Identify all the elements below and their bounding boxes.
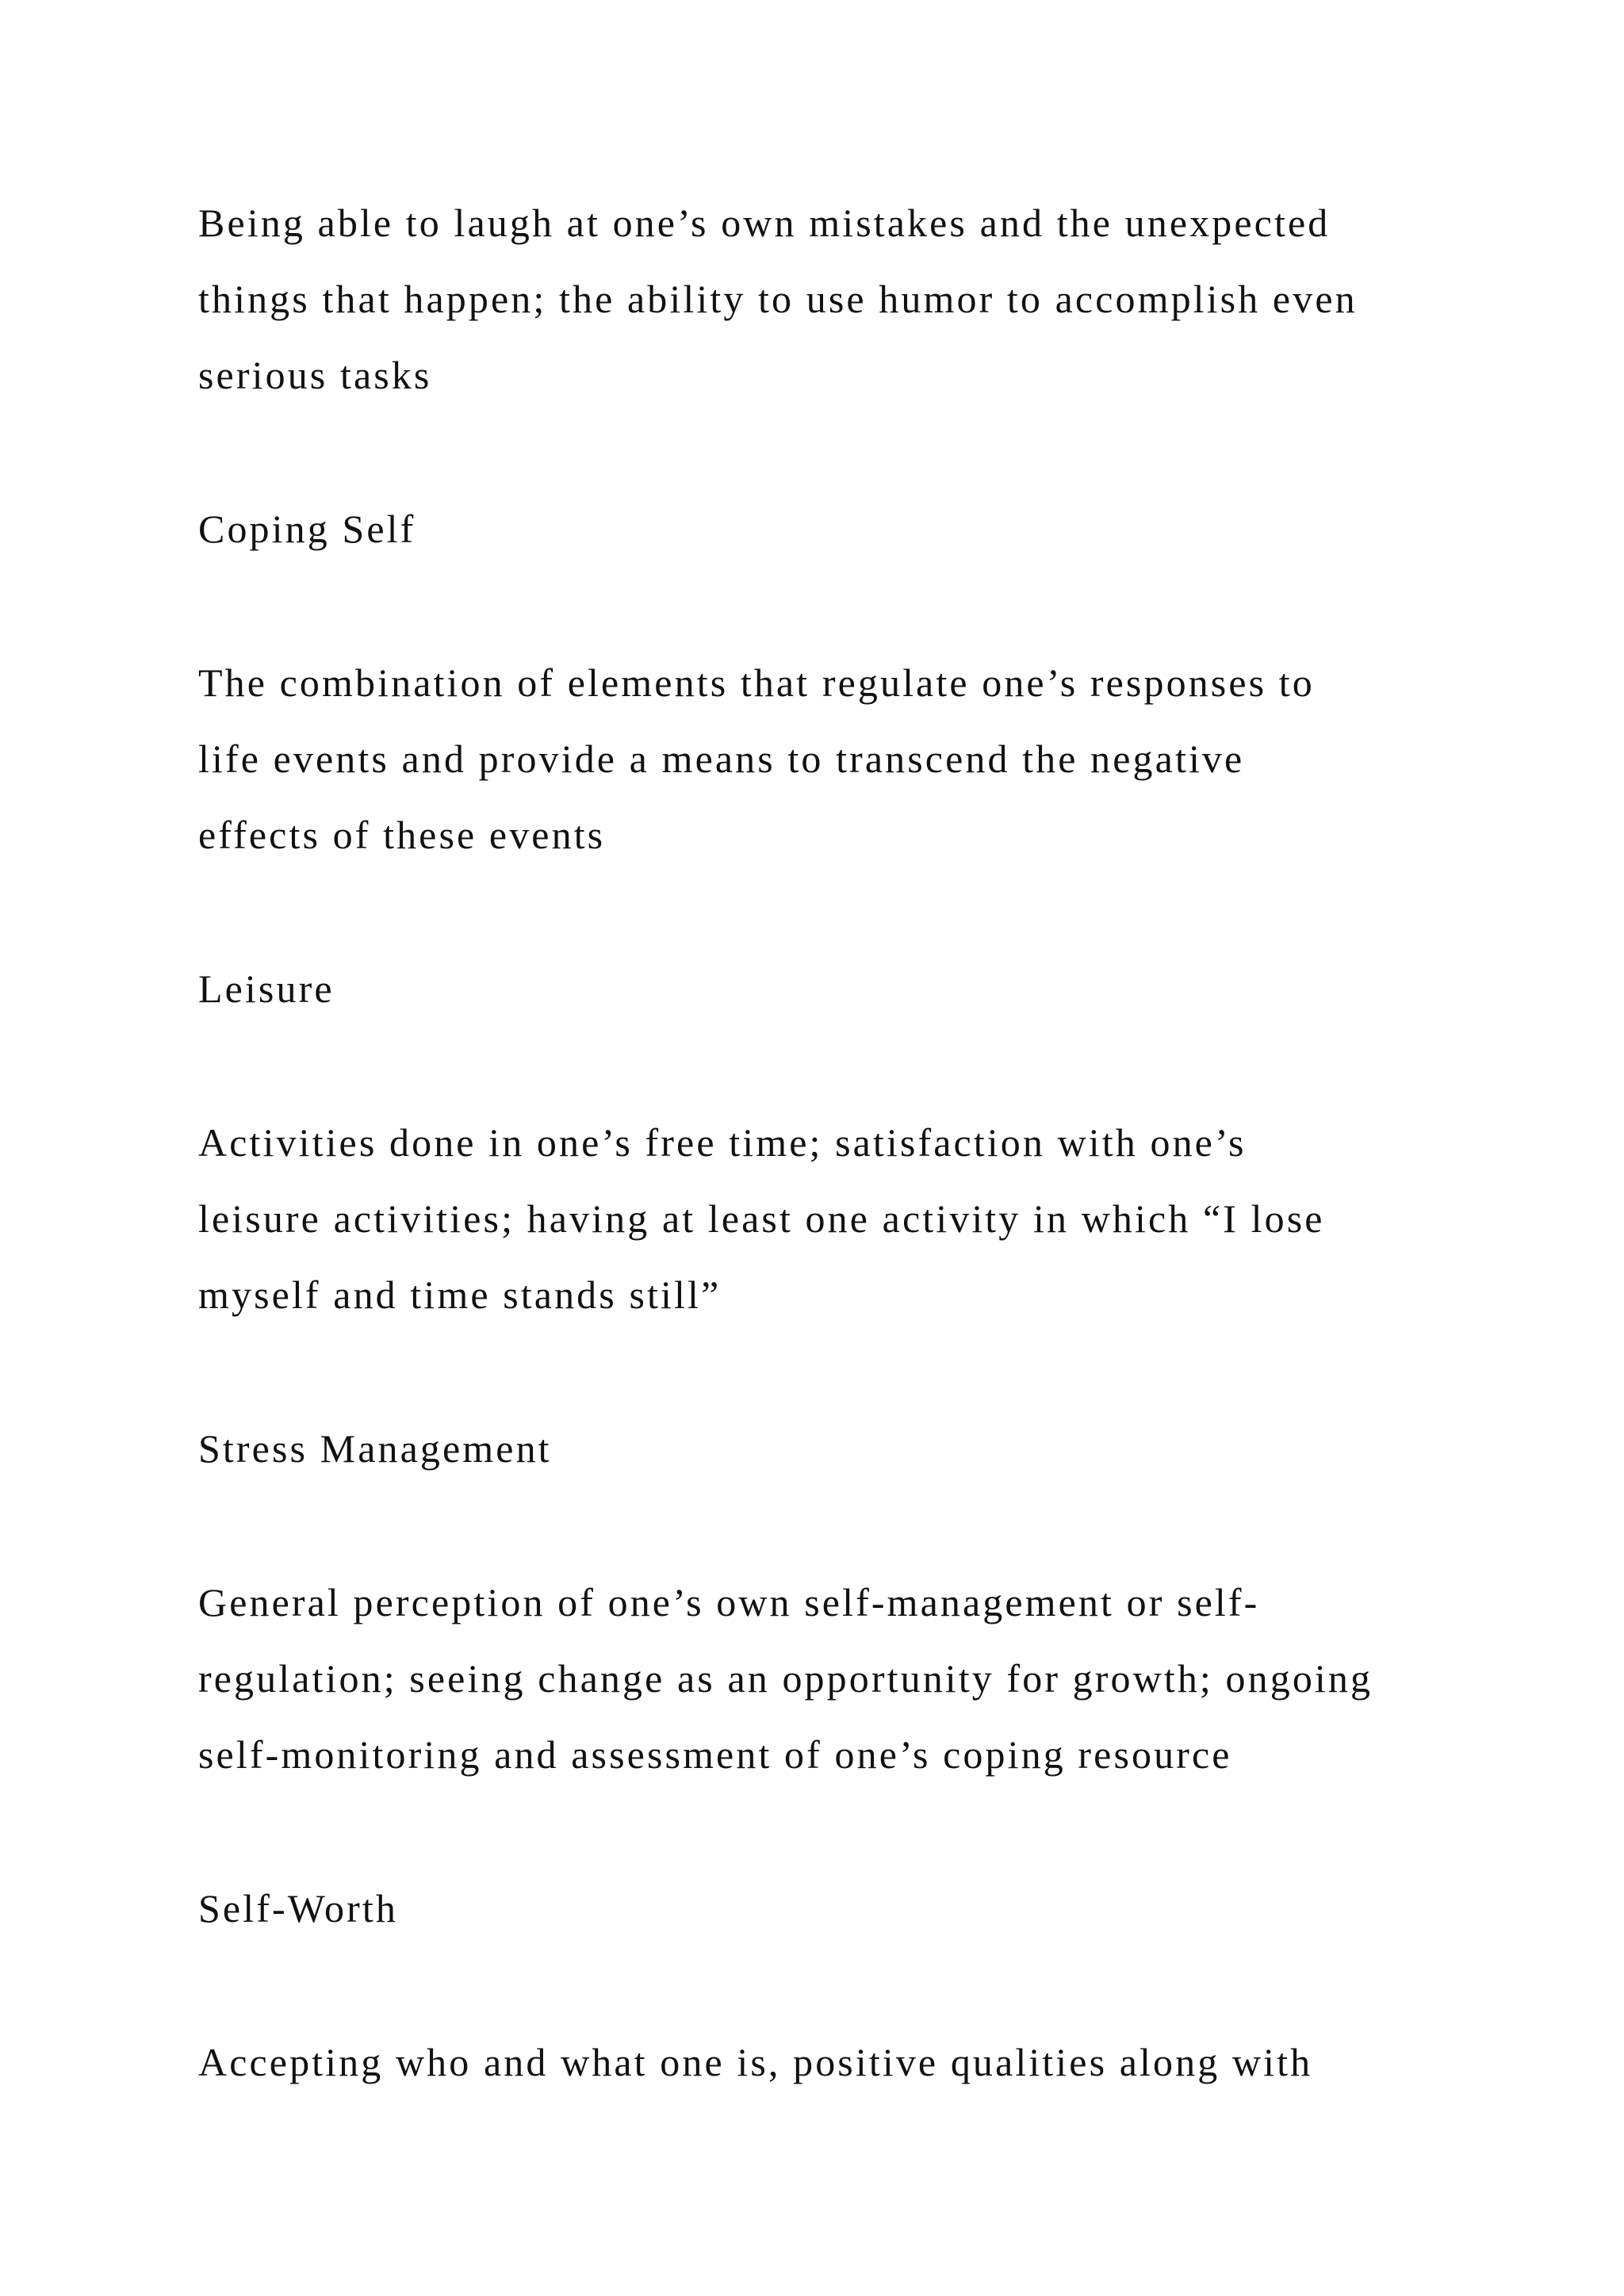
leisure-definition-line-2: leisure activities; having at least one activity in which “I lose [198, 1196, 1325, 1241]
self-worth-definition-line-1: Accepting who and what one is, positive qualities along with [198, 2040, 1313, 2084]
coping-self-definition-line-2: life events and provide a means to transcend the negative [198, 737, 1245, 781]
coping-self-definition-line-3: effects of these events [198, 813, 606, 857]
stress-management-definition-line-2: regulation; seeing change as an opportunity for growth; ongoing [198, 1656, 1373, 1701]
leisure-definition-line-1: Activities done in one’s free time; satisfaction with one’s [198, 1120, 1247, 1165]
humor-definition-line-3: serious tasks [198, 353, 432, 397]
coping-self-heading: Coping Self [198, 507, 416, 551]
leisure-definition-line-3: myself and time stands still” [198, 1272, 722, 1317]
humor-definition-line-1: Being able to laugh at one’s own mistakes and the unexpected [198, 201, 1331, 245]
humor-definition-line-2: things that happen; the ability to use humor to accomplish even [198, 277, 1358, 321]
stress-management-definition-line-3: self-monitoring and assessment of one’s coping resource [198, 1732, 1232, 1777]
leisure-heading: Leisure [198, 966, 335, 1011]
self-worth-heading: Self-Worth [198, 1886, 398, 1931]
stress-management-definition-line-1: General perception of one’s own self-management or self- [198, 1580, 1260, 1624]
coping-self-definition-line-1: The combination of elements that regulate one’s responses to [198, 660, 1315, 705]
stress-management-heading: Stress Management [198, 1426, 552, 1471]
